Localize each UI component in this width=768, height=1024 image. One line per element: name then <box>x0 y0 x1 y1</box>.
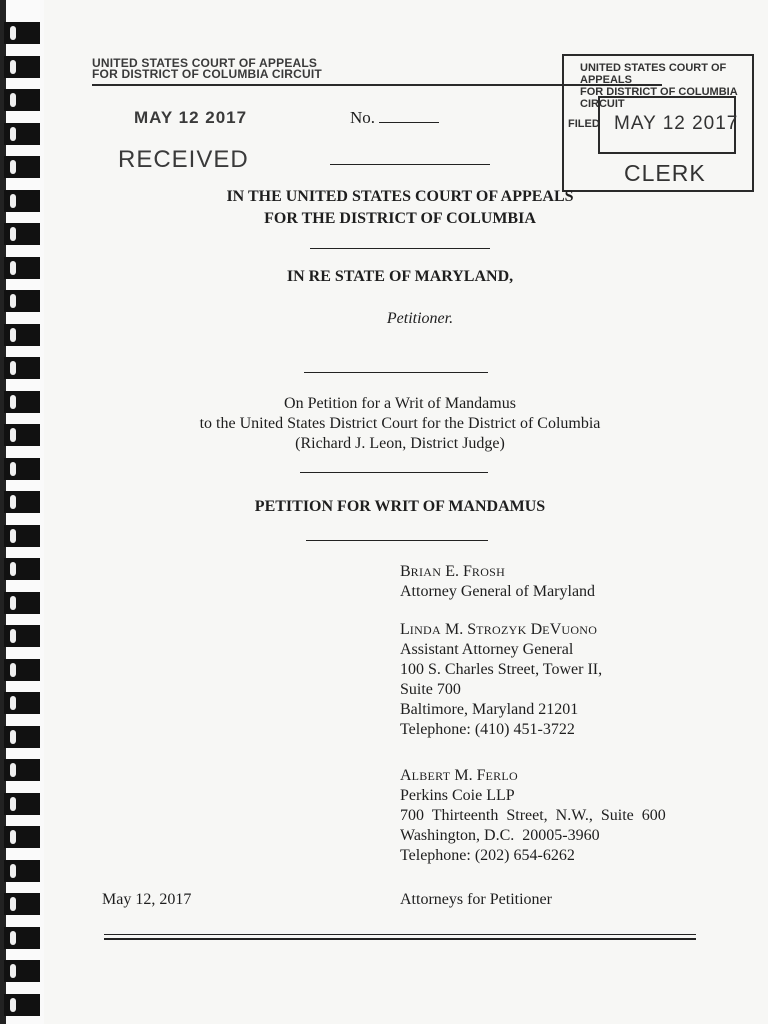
binding-tooth <box>4 659 40 681</box>
binding-tooth <box>4 190 40 212</box>
binding-tooth <box>4 290 40 312</box>
binding-tooth <box>4 89 40 111</box>
court-title <box>100 186 700 230</box>
counsel-block-1 <box>400 562 595 602</box>
binding-tooth <box>4 927 40 949</box>
counsel-name: ALBERT M. FERLO <box>400 767 519 784</box>
filed-stamp-court-line2: FOR DISTRICT OF COLUMBIA CIRCUIT <box>580 86 738 110</box>
binding-tooth <box>4 424 40 446</box>
footer-rule-top <box>104 934 696 935</box>
binding-tooth <box>4 123 40 145</box>
binding-tooth <box>4 592 40 614</box>
counsel-block-2 <box>400 620 602 740</box>
counsel-title: Assistant Attorney General <box>400 641 574 658</box>
received-stamp-court-line2: FOR DISTRICT OF COLUMBIA CIRCUIT <box>92 67 322 81</box>
divider-rule <box>330 164 490 165</box>
received-stamp-date: MAY 12 2017 <box>134 108 248 127</box>
court-title-line2: FOR THE DISTRICT OF COLUMBIA <box>264 210 536 227</box>
petition-origin-line1: On Petition for a Writ of Mandamus <box>284 395 516 412</box>
binding-tooth <box>4 726 40 748</box>
case-caption: IN RE STATE OF MARYLAND, <box>286 268 514 285</box>
binding-tooth <box>4 257 40 279</box>
filed-stamp-court-line1: UNITED STATES COURT OF APPEALS <box>580 62 727 86</box>
received-stamp <box>92 56 322 173</box>
party-role: Petitioner. <box>386 310 454 327</box>
counsel-name: LINDA M. STROZYK DEVUONO <box>400 621 598 638</box>
binding-tooth <box>4 525 40 547</box>
binding-tooth <box>4 223 40 245</box>
binding-tooth <box>4 893 40 915</box>
binding-tooth <box>4 56 40 78</box>
counsel-address-line: 700 Thirteenth Street, N.W., Suite 600 <box>400 807 666 824</box>
binding-tooth <box>4 458 40 480</box>
filing-date: May 12, 2017 <box>102 891 192 908</box>
court-title-line1: IN THE UNITED STATES COURT OF APPEALS <box>226 188 574 205</box>
binding-tooth <box>4 357 40 379</box>
counsel-telephone: Telephone: (202) 654-6262 <box>400 847 575 864</box>
petition-origin-line3: (Richard J. Leon, District Judge) <box>295 435 505 452</box>
case-number-label: No. <box>350 108 376 127</box>
counsel-title: Attorney General of Maryland <box>400 583 596 600</box>
binding-comb <box>0 0 44 1024</box>
binding-tooth <box>4 826 40 848</box>
filed-stamp-date: MAY 12 2017 <box>614 113 739 134</box>
binding-tooth <box>4 391 40 413</box>
filed-stamp-label: FILED <box>568 118 600 130</box>
binding-tooth <box>4 860 40 882</box>
filed-stamp-clerk: CLERK <box>624 160 706 186</box>
binding-tooth <box>4 793 40 815</box>
divider-rule <box>310 248 490 249</box>
binding-tooth <box>4 156 40 178</box>
divider-rule <box>306 540 488 541</box>
counsel-telephone: Telephone: (410) 451-3722 <box>400 721 575 738</box>
counsel-address-line: Suite 700 <box>400 681 461 698</box>
binding-tooth <box>4 324 40 346</box>
counsel-block-3 <box>400 766 666 866</box>
filed-stamp <box>562 54 754 192</box>
counsel-name: BRIAN E. FROSH <box>400 563 506 580</box>
divider-rule <box>304 372 488 373</box>
binding-tooth <box>4 692 40 714</box>
document-title: PETITION FOR WRIT OF MANDAMUS <box>254 498 546 515</box>
counsel-address-line: 100 S. Charles Street, Tower II, <box>400 661 603 678</box>
received-stamp-court-line1: UNITED STATES COURT OF APPEALS <box>92 56 318 70</box>
divider-rule <box>300 472 488 473</box>
petition-origin-line2: to the United States District Court for the District of Columbia <box>199 415 601 432</box>
counsel-address-line: Baltimore, Maryland 21201 <box>400 701 579 718</box>
binding-tooth <box>4 759 40 781</box>
petition-origin <box>100 394 700 454</box>
case-number-blank <box>379 122 439 123</box>
footer-rule-bottom <box>104 938 696 940</box>
binding-tooth <box>4 558 40 580</box>
binding-tooth <box>4 994 40 1016</box>
binding-tooth <box>4 491 40 513</box>
received-stamp-label: RECEIVED <box>118 146 249 173</box>
counsel-firm: Perkins Coie LLP <box>400 787 515 804</box>
binding-tooth <box>4 625 40 647</box>
counsel-address-line: Washington, D.C. 20005-3960 <box>400 827 600 844</box>
attorneys-for: Attorneys for Petitioner <box>400 891 552 908</box>
binding-tooth <box>4 960 40 982</box>
case-number <box>350 108 439 128</box>
binding-tooth <box>4 22 40 44</box>
